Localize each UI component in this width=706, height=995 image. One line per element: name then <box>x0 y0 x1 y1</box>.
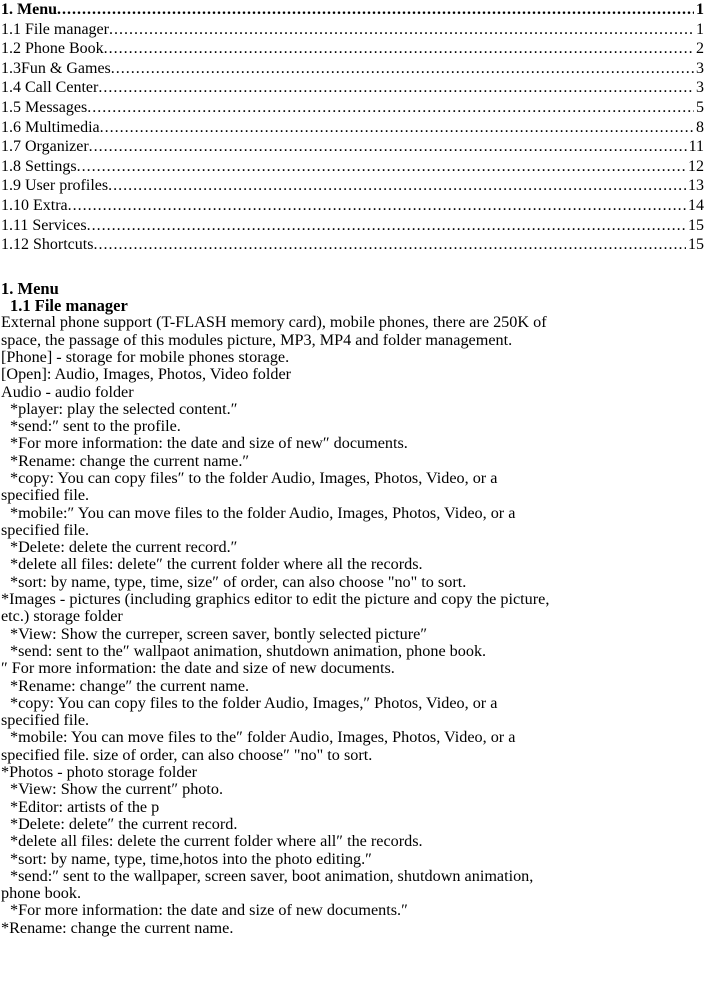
toc-entry-title: 1.8 Settings <box>1 157 77 175</box>
toc-entry-title: 1.12 Shortcuts <box>1 236 94 254</box>
text-line: *delete all files: delete the current folder where all″ the records. <box>10 832 423 851</box>
toc-entry-page: 3 <box>696 59 704 77</box>
toc-dot-leader <box>57 0 694 20</box>
toc-entry-title: 1.7 Organizer <box>1 138 89 156</box>
text-line: [Open]: Audio, Images, Photos, Video folder <box>1 365 292 384</box>
toc-dot-leader <box>93 235 686 255</box>
text-line: *Delete: delete″ the current record. <box>10 814 238 833</box>
text-line: *Rename: change the current name.″ <box>10 451 250 470</box>
paragraph-lines <box>1 314 704 937</box>
toc-dot-leader <box>89 137 687 157</box>
toc-entry-page: 12 <box>688 157 704 175</box>
text-line: *send: sent to the″ wallpaot animation, shutdown animation, phone book. <box>10 641 487 660</box>
text-line: *Rename: change the current name. <box>1 918 234 937</box>
text-line: External phone support (T-FLASH memory card), mobile phones, there are 250K of <box>1 313 547 332</box>
toc-entry-page: 1 <box>696 20 704 38</box>
toc-entry-title: 1.2 Phone Book <box>1 40 104 58</box>
text-line: etc.) storage folder <box>1 607 123 626</box>
toc-entry-title: 1.1 File manager <box>1 20 109 38</box>
text-line: *Photos - photo storage folder <box>1 763 198 782</box>
toc-entry-page: 1 <box>696 1 704 18</box>
toc-entry-page: 5 <box>696 98 704 116</box>
toc-dot-leader <box>87 216 686 236</box>
toc-entry <box>1 98 704 118</box>
text-line: *Editor: artists of the p <box>10 797 160 816</box>
text-line: *copy: You can copy files″ to the folder Audio, Images, Photos, Video, or a <box>10 468 498 487</box>
toc-dot-leader <box>109 20 694 40</box>
text-line: *sort: by name, type, time, size″ of order, can also choose "no" to sort. <box>10 572 467 591</box>
text-line: *View: Show the current″ photo. <box>10 780 224 799</box>
toc-entry-page: 3 <box>696 79 704 97</box>
toc-entry <box>1 78 704 98</box>
text-line: *sort: by name, type, time,hotos into the photo editing.″ <box>10 849 372 868</box>
text-line: *copy: You can copy files to the folder Audio, Images,″ Photos, Video, or a <box>10 693 498 712</box>
toc-entry <box>1 216 704 236</box>
text-line: *send:″ sent to the profile. <box>10 417 181 436</box>
text-line: *delete all files: delete″ the current folder where all the records. <box>10 555 423 574</box>
toc-dot-leader <box>68 196 686 216</box>
text-line: *View: Show the curreper, screen saver, bontly selected picture″ <box>10 624 428 643</box>
text-line: specified file. size of order, can also choose″ "no" to sort. <box>1 745 373 764</box>
toc-entry-title: 1.4 Call Center <box>1 79 99 97</box>
toc-entry <box>1 20 704 40</box>
text-line: specified file. <box>1 486 90 505</box>
toc-entry-title: 1.3Fun & Games <box>1 59 111 77</box>
toc-entry-page: 8 <box>696 118 704 136</box>
text-line: *send:″ sent to the wallpaper, screen saver, boot animation, shutdown animation, <box>10 866 534 885</box>
toc-entry <box>1 59 704 79</box>
section-body <box>1 280 704 937</box>
text-line: *mobile:″ You can move files to the folder Audio, Images, Photos, Video, or a <box>10 503 516 522</box>
text-line: space, the passage of this modules picture, MP3, MP4 and folder management. <box>1 330 513 349</box>
toc-entry-title: 1.6 Multimedia <box>1 118 100 136</box>
toc-entry <box>1 118 704 138</box>
text-line: *Delete: delete the current record.″ <box>10 538 238 557</box>
toc-entry-page: 11 <box>688 138 704 156</box>
toc-dot-leader <box>108 176 686 196</box>
toc-entry-page: 14 <box>688 196 704 214</box>
toc-entry-page: 15 <box>688 216 704 234</box>
text-line: Audio - audio folder <box>1 382 134 401</box>
toc-entry-title: 1.5 Messages <box>1 98 88 116</box>
toc-entry-title: 1.9 User profiles <box>1 177 109 195</box>
text-line: specified file. <box>1 711 90 730</box>
text-line: specified file. <box>1 520 90 539</box>
toc-entry-page: 13 <box>688 177 704 195</box>
toc-entry-title: 1. Menu <box>1 1 57 18</box>
toc-entry <box>1 196 704 216</box>
text-line: *For more information: the date and size of new documents.″ <box>10 901 408 920</box>
toc-dot-leader <box>100 118 694 138</box>
toc-entry-title: 1.10 Extra <box>1 196 68 214</box>
text-line: phone book. <box>1 884 82 903</box>
text-line: *player: play the selected content.″ <box>10 399 238 418</box>
toc-entry-title: 1.11 Services <box>1 216 87 234</box>
toc-entry <box>1 235 704 255</box>
toc-entry-page: 2 <box>696 40 704 58</box>
toc-entry <box>1 0 704 20</box>
toc-entry <box>1 137 704 157</box>
toc-dot-leader <box>104 39 694 59</box>
toc-dot-leader <box>87 98 694 118</box>
text-line: *For more information: the date and size of new″ documents. <box>10 434 408 453</box>
text-line: *Rename: change″ the current name. <box>10 676 250 695</box>
toc-dot-leader <box>111 59 694 79</box>
toc-entry <box>1 176 704 196</box>
text-line: *Images - pictures (including graphics editor to edit the picture and copy the picture, <box>1 590 550 609</box>
section-heading: 1. Menu <box>1 278 59 298</box>
text-line: [Phone] - storage for mobile phones storage. <box>1 347 290 366</box>
toc-dot-leader <box>77 157 686 177</box>
toc-entry <box>1 39 704 59</box>
table-of-contents <box>1 0 704 255</box>
text-line: ″ For more information: the date and size of new documents. <box>1 659 395 678</box>
toc-dot-leader <box>98 78 694 98</box>
toc-entry-page: 15 <box>688 236 704 254</box>
toc-entry <box>1 157 704 177</box>
text-line: *mobile: You can move files to the″ folder Audio, Images, Photos, Video, or a <box>10 728 516 747</box>
subsection-heading: 1.1 File manager <box>10 296 128 316</box>
